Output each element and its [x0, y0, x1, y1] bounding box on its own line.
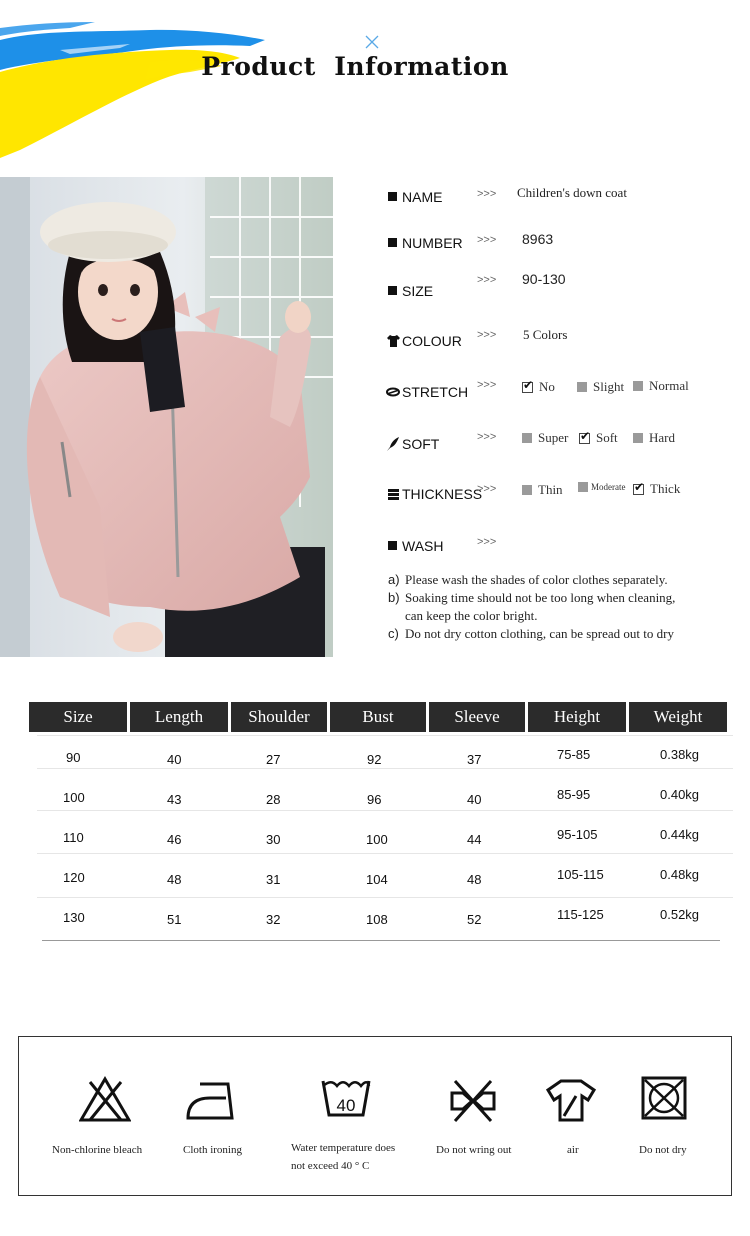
- option-soft-super: Super: [522, 430, 568, 446]
- table-cell: 110: [63, 830, 84, 845]
- spec-label-size: SIZE: [386, 283, 433, 299]
- checkbox-unchecked-icon: [522, 433, 532, 443]
- care-label: Do not dry: [639, 1144, 687, 1156]
- row-divider: [37, 853, 733, 854]
- square-bullet-icon: [386, 284, 400, 298]
- option-soft-hard: Hard: [633, 430, 675, 446]
- spec-value-size: 90-130: [522, 271, 566, 287]
- header-brush-decoration: [0, 0, 300, 165]
- spec-arrows: >>>: [477, 483, 497, 495]
- table-cell: 0.48kg: [660, 867, 700, 882]
- row-divider: [37, 897, 733, 898]
- spec-label-thickness: THICKNESS: [386, 486, 482, 502]
- wash-note-continued: can keep the color bright.: [405, 608, 538, 623]
- table-cell: 95-105: [557, 827, 598, 842]
- square-bullet-icon: [386, 236, 400, 250]
- table-header-cell: Bust: [330, 702, 426, 732]
- option-thickness-thin: Thin: [522, 482, 563, 498]
- table-cell: 104: [366, 872, 388, 887]
- close-x-icon: [362, 32, 382, 52]
- table-cell: 115-125: [557, 907, 604, 922]
- non-chlorine-bleach-icon: [79, 1076, 131, 1122]
- table-cell: 48: [467, 872, 482, 887]
- table-cell: 51: [167, 912, 182, 927]
- tshirt-icon: [386, 334, 400, 348]
- wash-temperature-number: 40: [336, 1096, 356, 1115]
- option-stretch-no: ✔ No: [522, 379, 555, 395]
- table-cell: 32: [266, 912, 281, 927]
- spec-label-soft: SOFT: [386, 436, 439, 452]
- table-header-cell: Height: [528, 702, 626, 732]
- wash-40-icon: [320, 1077, 372, 1119]
- table-cell: 52: [467, 912, 482, 927]
- option-stretch-slight: Slight: [577, 379, 624, 395]
- spec-arrows: >>>: [477, 188, 497, 200]
- table-cell: 44: [467, 832, 482, 847]
- care-label: Do not wring out: [436, 1144, 512, 1156]
- table-cell: 0.38kg: [660, 747, 700, 762]
- table-cell: 0.40kg: [660, 787, 700, 802]
- table-cell: 43: [167, 792, 182, 807]
- table-cell: 40: [167, 752, 182, 767]
- page-title: Product Information: [201, 52, 509, 81]
- square-bullet-icon: [386, 539, 400, 553]
- spec-value-colour: 5 Colors: [523, 327, 568, 342]
- table-cell: 105-115: [557, 867, 604, 882]
- table-cell: 75-85: [557, 747, 591, 762]
- thickness-icon: [386, 487, 400, 501]
- table-cell: 0.44kg: [660, 827, 700, 842]
- care-label: Cloth ironing: [183, 1144, 242, 1156]
- table-bottom-rule: [42, 940, 720, 941]
- row-divider: [37, 768, 733, 769]
- table-cell: 96: [367, 792, 382, 807]
- table-header-cell: Length: [130, 702, 228, 732]
- wash-note: b) Soaking time should not be too long when cleaning,: [388, 590, 676, 605]
- table-cell: 27: [266, 752, 281, 767]
- row-divider: [37, 735, 733, 736]
- option-thickness-moderate: Moderate: [578, 482, 625, 492]
- checkbox-checked-icon: [579, 433, 590, 444]
- table-cell: 100: [63, 790, 85, 805]
- stretch-icon: [386, 385, 400, 399]
- no-wring-icon: [450, 1077, 496, 1123]
- table-cell: 108: [366, 912, 388, 927]
- table-cell: 130: [63, 910, 85, 925]
- table-cell: 31: [266, 872, 281, 887]
- spec-label-colour: COLOUR: [386, 333, 462, 349]
- table-cell: 90: [66, 750, 81, 765]
- spec-arrows: >>>: [477, 274, 497, 286]
- spec-label-number: NUMBER: [386, 235, 463, 251]
- spec-label-wash: WASH: [386, 538, 443, 554]
- table-cell: 48: [167, 872, 182, 887]
- spec-arrows: >>>: [477, 536, 497, 548]
- table-cell: 28: [266, 792, 281, 807]
- checkbox-unchecked-icon: [633, 381, 643, 391]
- wash-note: a) Please wash the shades of color clothes separately.: [388, 572, 668, 587]
- spec-label-stretch: STRETCH: [386, 384, 468, 400]
- table-cell: 40: [467, 792, 482, 807]
- checkbox-checked-icon: [633, 484, 644, 495]
- wash-note: c) Do not dry cotton clothing, can be spread out to dry: [388, 626, 674, 641]
- care-label: air: [567, 1144, 579, 1156]
- feather-icon: [386, 437, 400, 451]
- spec-arrows: >>>: [477, 431, 497, 443]
- checkbox-unchecked-icon: [577, 382, 587, 392]
- table-header-cell: Weight: [629, 702, 727, 732]
- table-header-cell: Sleeve: [429, 702, 525, 732]
- table-cell: 100: [366, 832, 388, 847]
- table-cell: 0.52kg: [660, 907, 700, 922]
- iron-icon: [186, 1078, 238, 1122]
- row-divider: [37, 810, 733, 811]
- checkbox-unchecked-icon: [633, 433, 643, 443]
- option-thickness-thick: ✔ Thick: [633, 481, 680, 497]
- table-cell: 85-95: [557, 787, 591, 802]
- care-instructions-panel: [18, 1036, 732, 1196]
- care-label: Non-chlorine bleach: [52, 1144, 143, 1156]
- table-cell: 46: [167, 832, 182, 847]
- table-cell: 92: [367, 752, 382, 767]
- spec-value-number: 8963: [522, 231, 554, 247]
- spec-label-name: NAME: [386, 189, 442, 205]
- care-label: Water temperature does not exceed 40 ° C: [291, 1142, 396, 1172]
- checkbox-unchecked-icon: [522, 485, 532, 495]
- product-photo: [0, 177, 333, 657]
- square-bullet-icon: [386, 190, 400, 204]
- table-header-cell: Shoulder: [231, 702, 327, 732]
- checkbox-checked-icon: [522, 382, 533, 393]
- table-cell: 120: [63, 870, 85, 885]
- no-tumble-dry-icon: [641, 1076, 687, 1120]
- spec-arrows: >>>: [477, 379, 497, 391]
- option-stretch-normal: Normal: [633, 378, 689, 394]
- table-header-cell: Size: [29, 702, 127, 732]
- checkbox-unchecked-icon: [578, 482, 588, 492]
- spec-arrows: >>>: [477, 234, 497, 246]
- option-soft-soft: ✔ Soft: [579, 430, 618, 446]
- table-cell: 37: [467, 752, 482, 767]
- spec-value-name: Children's down coat: [517, 185, 627, 200]
- table-cell: 30: [266, 832, 281, 847]
- spec-arrows: >>>: [477, 329, 497, 341]
- air-dry-icon: [546, 1078, 596, 1122]
